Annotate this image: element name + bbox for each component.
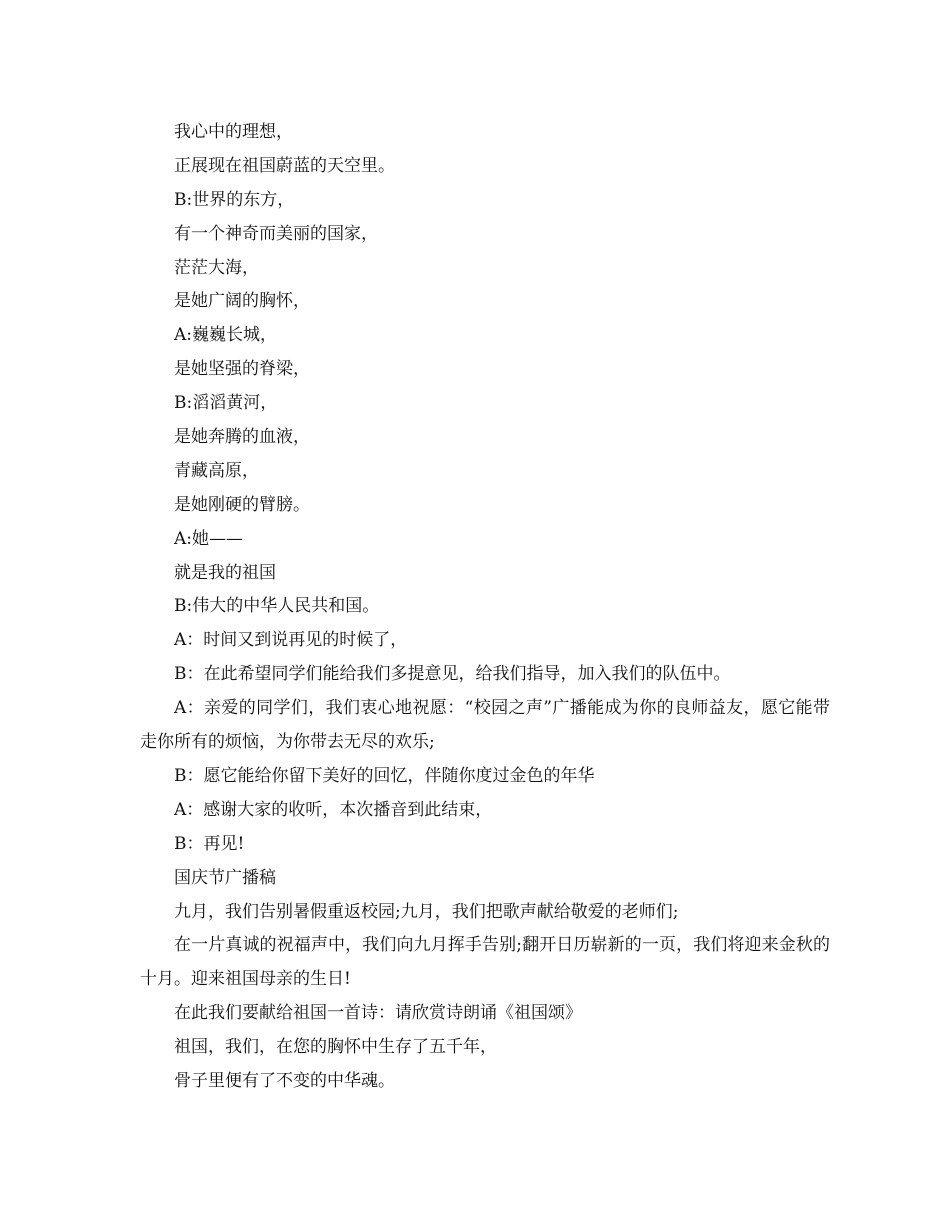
text-line: A：感谢大家的收听，本次播音到此结束， <box>174 799 493 820</box>
text-line: 是她广阔的胸怀， <box>174 291 310 312</box>
text-line: A:巍巍长城， <box>174 325 278 346</box>
text-line: 茫茫大海， <box>174 257 259 278</box>
text-line: 是她奔腾的血液， <box>174 427 310 448</box>
text-line: B:世界的东方， <box>174 189 295 210</box>
section-heading: 国庆节广播稿 <box>174 867 276 888</box>
text-line: 正展现在祖国蔚蓝的天空里。 <box>174 155 395 176</box>
text-line: 九月，我们告别暑假重返校园;九月，我们把歌声献给敬爱的老师们; <box>174 901 679 922</box>
text-line: 骨子里便有了不变的中华魂。 <box>174 1071 395 1091</box>
text-line: 是她刚硬的臂膀。 <box>174 494 310 515</box>
text-line: B：愿它能给你留下美好的回忆，伴随你度过金色的年华 <box>174 765 595 786</box>
text-paragraph: A：亲爱的同学们，我们衷心地祝愿：“校园之声”广播能成为你的良师益友，愿它能带走你所有的烦恼，为你带去无尽的欢乐; <box>140 698 830 753</box>
document-body <box>140 116 830 1099</box>
text-line: B：在此希望同学们能给我们多提意见，给我们指导，加入我们的队伍中。 <box>174 664 731 685</box>
text-line: 是她坚强的脊梁， <box>174 359 310 380</box>
text-line: 有一个神奇而美丽的国家， <box>174 223 378 244</box>
text-line: A：时间又到说再见的时候了， <box>174 630 408 651</box>
text-paragraph: 在一片真诚的祝福声中，我们向九月挥手告别;翻开日历崭新的一页，我们将迎来金秋的十月。迎来祖国母亲的生日! <box>140 935 830 990</box>
text-line: 青藏高原， <box>174 460 259 481</box>
text-line: 就是我的祖国 <box>174 562 276 583</box>
text-line: 我心中的理想， <box>174 122 293 142</box>
text-line: B：再见! <box>174 833 245 854</box>
text-line: 祖国，我们，在您的胸怀中生存了五千年， <box>174 1037 497 1058</box>
text-line: B:滔滔黄河， <box>174 393 278 414</box>
text-line: B:伟大的中华人民共和国。 <box>174 596 380 617</box>
text-line: A:她—— <box>174 528 244 549</box>
text-line: 在此我们要献给祖国一首诗：请欣赏诗朗诵《祖国颂》 <box>174 1003 582 1024</box>
